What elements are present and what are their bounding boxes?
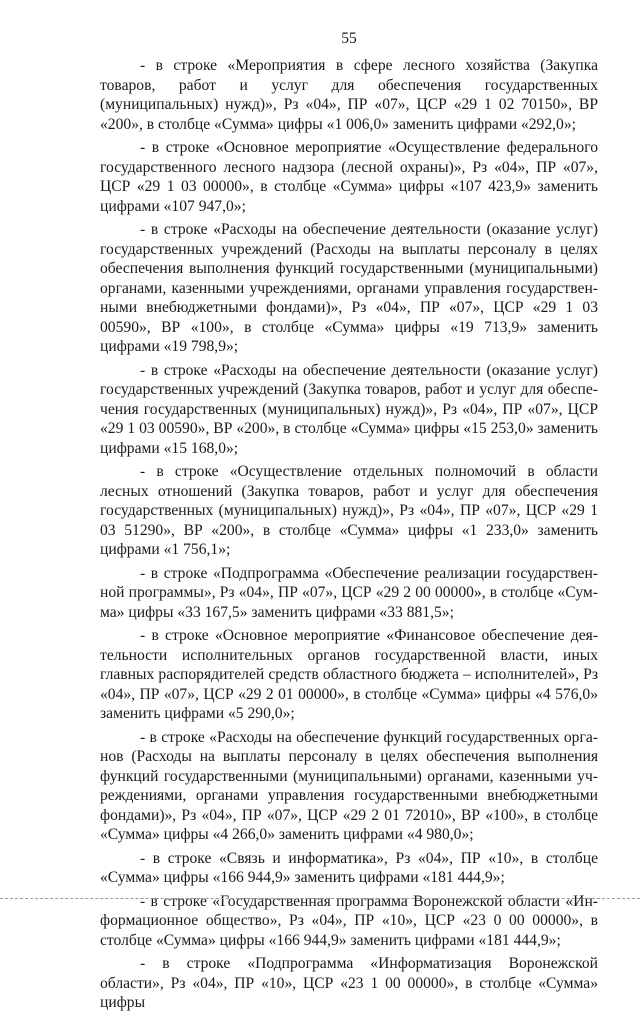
- paragraph-10: - в строке «Государственная программа Воронежской области «Информационное общество», Рз «04», ПР «10», ЦСР «23 0 00 00000», в столбце «Сумма» цифры «166 944,9» заменить цифрами «181 444,9»;: [100, 892, 598, 949]
- paragraph-11: - в строке «Подпрограмма «Информатизация Воронежской области», Рз «04», ПР «10», ЦСР «23 1 00 00000», в столбце «Сумма» цифры: [100, 955, 598, 1011]
- paragraph-2: - в строке «Основное мероприятие «Осуществление федерального государственного лесного надзора (лесной охраны)», Рз «04», ПР «07», ЦСР «29 1 03 00000», в столбце «Сумма» цифры «107 423,9» заменить цифрами «107 947,0»;: [100, 139, 598, 215]
- page-number: 55: [341, 30, 357, 47]
- paragraph-7: - в строке «Основное мероприятие «Финансовое обеспечение деятельности исполнительных органов государственной власти, иных главных распорядителей средств областного бюджета – исполнителей», Рз «04», ПР «07», ЦСР «29 2 01 00000», в столбце «Сумма» цифры «4 576,0» заменить цифрами «5 290,0»;: [100, 627, 598, 722]
- paragraph-1: - в строке «Мероприятия в сфере лесного хозяйства (Закупка товаров, работ и услуг для обеспечения государственных (муниципальных) нужд)», Рз «04», ПР «07», ЦСР «29 1 02 70150», ВР «200», в столбце «Сумма» цифры «1 006,0» заменить цифрами «292,0»;: [100, 57, 598, 133]
- paragraph-6: - в строке «Подпрограмма «Обеспечение реализации государственной программы», Рз «04», ПР «07», ЦСР «29 2 00 00000», в столбце «Сумма» цифры «33 167,5» заменить цифрами «33 881,5»;: [100, 564, 598, 621]
- paragraph-8: - в строке «Расходы на обеспечение функций государственных органов (Расходы на выплаты персоналу в целях обеспечения выполнения функций государственными (муниципальными) органами, казенными учреждениями, органами управления государственными внебюджетными фондами)», Рз «04», ПР «07», ЦСР «29 2 01 72010», ВР «100», в столбце «Сумма» цифры «4 266,0» заменить цифрами «4 980,0»;: [100, 728, 598, 843]
- page-bottom-rule: [0, 898, 640, 899]
- paragraph-3: - в строке «Расходы на обеспечение деятельности (оказание услуг) государственных учреждений (Расходы на выплаты персоналу в целях обеспечения выполнения функций государственными (муниципальными) органами, казенными учреждениями, органами управления государственными внебюджетными фондами)», Рз «04», ПР «07», ЦСР «29 1 03 00590», ВР «100», в столбце «Сумма» цифры «19 713,9» заменить цифрами «19 798,9»;: [100, 221, 598, 355]
- paragraph-9: - в строке «Связь и информатика», Рз «04», ПР «10», в столбце «Сумма» цифры «166 944,9» заменить цифрами «181 444,9»;: [100, 849, 598, 886]
- paragraph-5: - в строке «Осуществление отдельных полномочий в области лесных отношений (Закупка товаров, работ и услуг для обеспечения государственных (муниципальных) нужд)», Рз «04», ПР «07», ЦСР «29 1 03 51290», ВР «200», в столбце «Сумма» цифры «1 233,0» заменить цифрами «1 756,1»;: [100, 463, 598, 558]
- paragraph-4: - в строке «Расходы на обеспечение деятельности (оказание услуг) государственных учреждений (Закупка товаров, работ и услуг для обеспечения государственных (муниципальных) нужд)», Рз «04», ПР «07», ЦСР «29 1 03 00590», ВР «200», в столбце «Сумма» цифры «15 253,0» заменить цифрами «15 168,0»;: [100, 361, 598, 457]
